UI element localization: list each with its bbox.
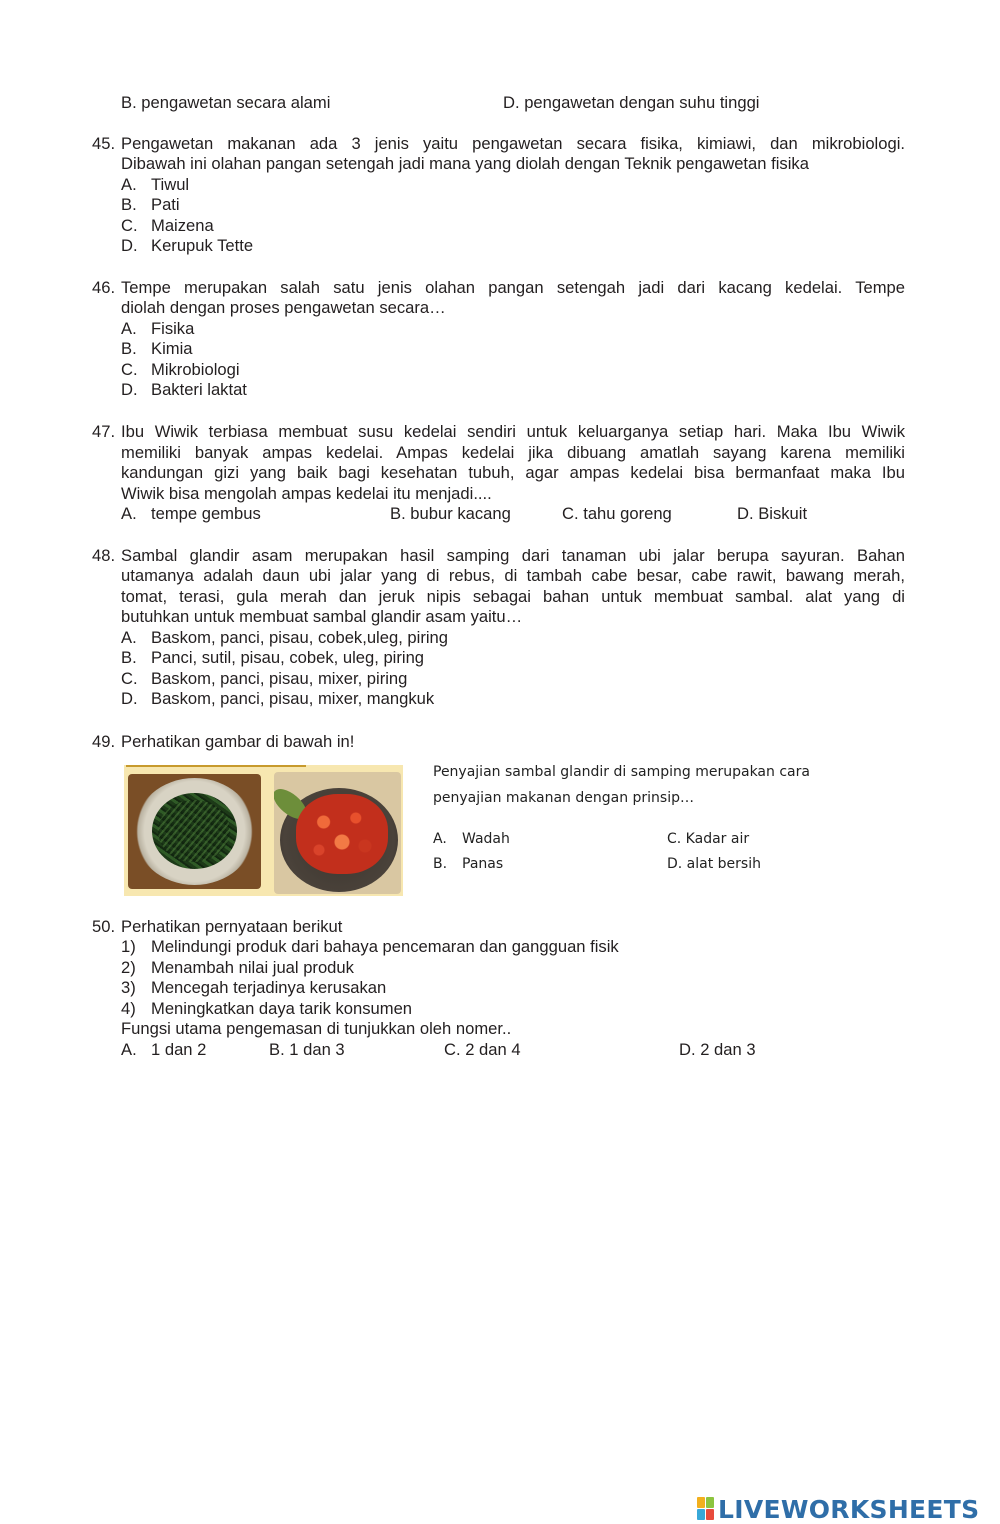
q50-prompt: Perhatikan pernyataan berikut <box>121 917 343 936</box>
q48-option-d[interactable]: Baskom, panci, pisau, mixer, mangkuk <box>151 689 435 708</box>
q45-option-d-letter: D. <box>121 236 138 255</box>
q50-statement-1-number: 1) <box>121 937 136 956</box>
q50-question: Fungsi utama pengemasan di tunjukkan oleh nomer.. <box>121 1019 512 1038</box>
q49-option-b[interactable]: Panas <box>462 856 504 872</box>
prev-option-b[interactable]: B. pengawetan secara alami <box>121 93 331 112</box>
q48-option-b-letter: B. <box>121 648 137 667</box>
q45-option-c[interactable]: Maizena <box>151 216 214 235</box>
boiled-leaves-bowl-image <box>128 774 261 889</box>
q47-option-a-letter: A. <box>121 504 137 523</box>
sambal-glandir-photo <box>124 765 403 896</box>
q50-option-a-letter: A. <box>121 1040 137 1059</box>
q46-option-d[interactable]: Bakteri laktat <box>151 380 247 399</box>
q49-option-a[interactable]: Wadah <box>462 831 510 847</box>
q47-text-line1: Ibu Wiwik terbiasa membuat susu kedelai sendiri untuk keluarganya setiap hari. Maka Ibu Wiwik <box>121 422 905 441</box>
q48-option-c-letter: C. <box>121 669 138 688</box>
q49-number: 49. <box>92 732 116 751</box>
q45-text-line1: Pengawetan makanan ada 3 jenis yaitu pengawetan secara fisika, kimiawi, dan mikrobiologi. <box>121 134 905 153</box>
q45-option-a[interactable]: Tiwul <box>151 175 190 194</box>
q45-option-b[interactable]: Pati <box>151 195 180 214</box>
q47-option-c[interactable]: C. tahu goreng <box>562 504 672 523</box>
q48-option-b[interactable]: Panci, sutil, pisau, cobek, uleg, piring <box>151 648 425 667</box>
q47-number: 47. <box>92 422 116 441</box>
q50-number: 50. <box>92 917 116 936</box>
q46-option-b[interactable]: Kimia <box>151 339 193 358</box>
q48-option-d-letter: D. <box>121 689 138 708</box>
q46-option-c-letter: C. <box>121 360 138 379</box>
q45-number: 45. <box>92 134 116 153</box>
q49-prompt: Perhatikan gambar di bawah in! <box>121 732 355 751</box>
q50-statement-1: Melindungi produk dari bahaya pencemaran dan gangguan fisik <box>151 937 619 956</box>
q49-option-b-letter: B. <box>433 856 448 872</box>
q49-side-text-line2: penyajian makanan dengan prinsip… <box>433 790 694 806</box>
q46-option-c[interactable]: Mikrobiologi <box>151 360 240 379</box>
q50-statement-4-number: 4) <box>121 999 136 1018</box>
q50-option-b[interactable]: B. 1 dan 3 <box>269 1040 345 1059</box>
q48-text-line3: tomat, terasi, gula merah dan jeruk nipis sebagai bahan untuk membuat sambal. alat yang di <box>121 587 905 606</box>
q46-number: 46. <box>92 278 116 297</box>
q46-option-b-letter: B. <box>121 339 137 358</box>
q50-statement-2-number: 2) <box>121 958 136 977</box>
q48-option-c[interactable]: Baskom, panci, pisau, mixer, piring <box>151 669 408 688</box>
q50-option-c[interactable]: C. 2 dan 4 <box>444 1040 521 1059</box>
q47-text-line3: kandungan gizi yang baik bagi kesehatan tubuh, agar ampas kedelai bisa bermanfaat maka Ibu <box>121 463 905 482</box>
q49-option-d[interactable]: D. alat bersih <box>667 856 761 872</box>
q48-text-line2: utamanya adalah daun ubi jalar yang di rebus, di tambah cabe besar, cabe rawit, bawang merah, <box>121 566 905 585</box>
q48-text-line1: Sambal glandir asam merupakan hasil samping dari tanaman ubi jalar berupa sayuran. Bahan <box>121 546 905 565</box>
liveworksheets-logo[interactable] <box>697 1494 979 1524</box>
q45-text-line2: Dibawah ini olahan pangan setengah jadi mana yang diolah dengan Teknik pengawetan fisika <box>121 154 809 173</box>
q45-option-c-letter: C. <box>121 216 138 235</box>
liveworksheets-logo-text: LIVEWORKSHEETS <box>718 1494 980 1524</box>
q45-option-d[interactable]: Kerupuk Tette <box>151 236 254 255</box>
q45-option-a-letter: A. <box>121 175 137 194</box>
q50-option-d[interactable]: D. 2 dan 3 <box>679 1040 756 1059</box>
q47-text-line2: memiliki banyak ampas kedelai. Ampas kedelai jika dibuang amatlah sayang karena memiliki <box>121 443 905 462</box>
q46-option-a[interactable]: Fisika <box>151 319 195 338</box>
sambal-mortar-image <box>274 772 401 894</box>
q46-text-line2: diolah dengan proses pengawetan secara… <box>121 298 446 317</box>
q47-option-b[interactable]: B. bubur kacang <box>390 504 511 523</box>
q46-option-d-letter: D. <box>121 380 138 399</box>
q47-option-a[interactable]: tempe gembus <box>151 504 261 523</box>
q48-text-line4: butuhkan untuk membuat sambal glandir asam yaitu… <box>121 607 523 626</box>
q48-option-a[interactable]: Baskom, panci, pisau, cobek,uleg, piring <box>151 628 449 647</box>
q50-statement-4: Meningkatkan daya tarik konsumen <box>151 999 413 1018</box>
q46-option-a-letter: A. <box>121 319 137 338</box>
q50-statement-2: Menambah nilai jual produk <box>151 958 354 977</box>
q49-option-a-letter: A. <box>433 831 447 847</box>
q48-option-a-letter: A. <box>121 628 137 647</box>
q47-text-line4: Wiwik bisa mengolah ampas kedelai itu menjadi.... <box>121 484 492 503</box>
q49-option-c[interactable]: C. Kadar air <box>667 831 750 847</box>
liveworksheets-logo-icon <box>697 1497 715 1521</box>
q50-statement-3: Mencegah terjadinya kerusakan <box>151 978 387 997</box>
q47-option-d[interactable]: D. Biskuit <box>737 504 808 523</box>
q50-option-a[interactable]: 1 dan 2 <box>151 1040 207 1059</box>
prev-option-d[interactable]: D. pengawetan dengan suhu tinggi <box>503 93 760 112</box>
q50-statement-3-number: 3) <box>121 978 136 997</box>
q49-side-text-line1: Penyajian sambal glandir di samping merupakan cara <box>433 764 810 780</box>
q45-option-b-letter: B. <box>121 195 137 214</box>
q46-text-line1: Tempe merupakan salah satu jenis olahan pangan setengah jadi dari kacang kedelai. Tempe <box>121 278 905 297</box>
q48-number: 48. <box>92 546 116 565</box>
